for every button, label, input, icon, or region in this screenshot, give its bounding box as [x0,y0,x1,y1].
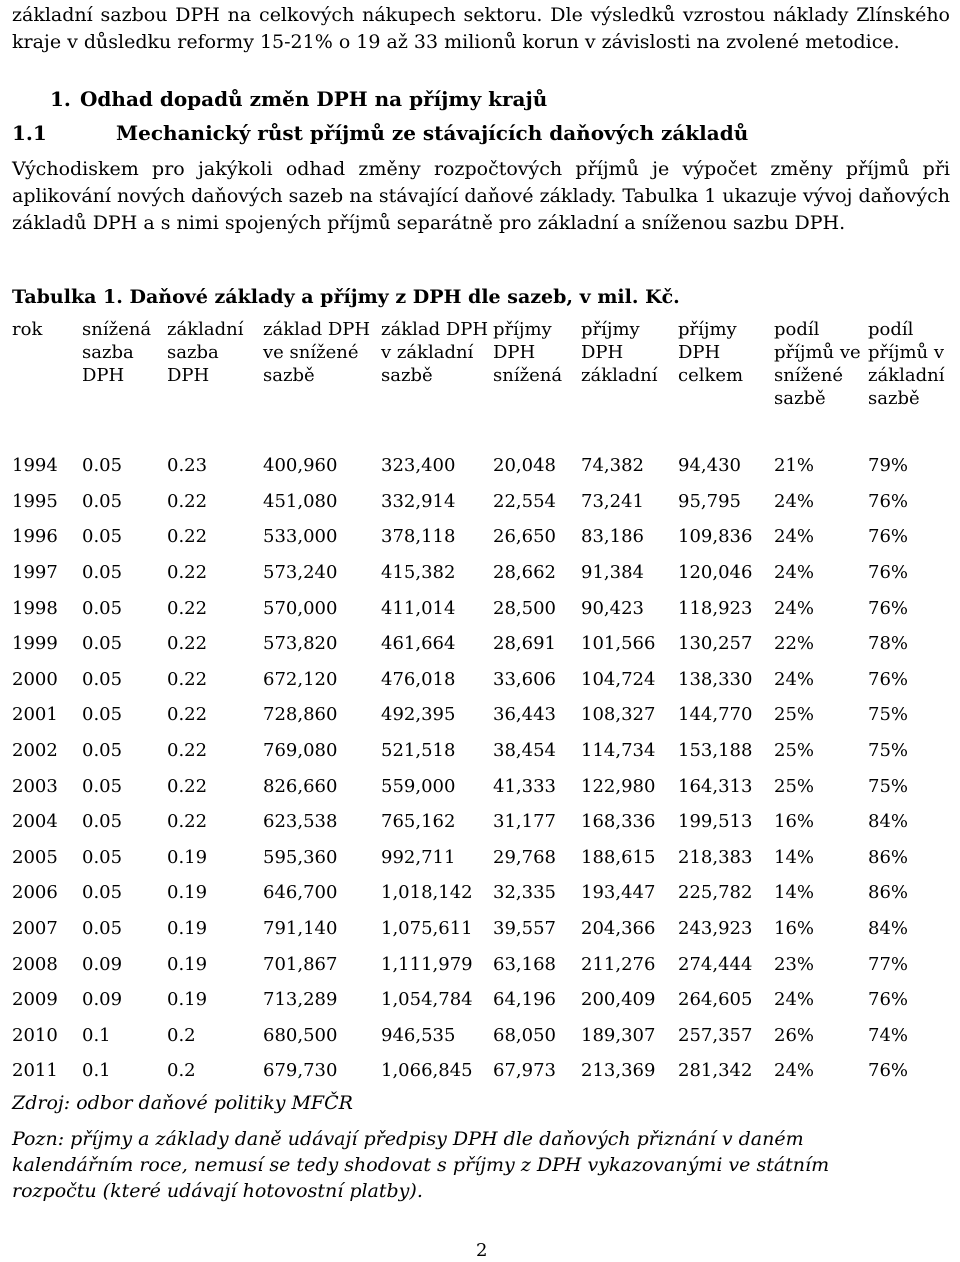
table-cell: 109,836 [678,526,753,548]
table-row [12,484,950,520]
table-cell: 25% [774,740,815,762]
table-cell: 0.1 [82,1060,111,1082]
table-cell: 64,196 [493,989,556,1011]
table-row [12,519,950,555]
table-cell: 199,513 [678,811,753,833]
table-cell: 0.23 [167,455,208,477]
table-cell: 1996 [12,526,58,548]
table-cell: 672,120 [263,668,338,690]
table-cell: 144,770 [678,704,753,726]
header-cell: příjmy DPH snížená [493,319,563,386]
header-cell: základ DPH v základní sazbě [381,319,489,386]
table-cell: 570,000 [263,597,338,619]
table-cell: 90,423 [581,597,644,619]
table-cell: 992,711 [381,846,456,868]
table-cell: 623,538 [263,811,338,833]
header-cell: podíl příjmů v základní sazbě [868,319,945,409]
table-cell: 22,554 [493,490,556,512]
table-cell: 16% [774,811,815,833]
table-cell: 0.05 [82,526,123,548]
table-cell: 76% [868,526,909,548]
table-cell: 0.05 [82,633,123,655]
table-cell: 0.05 [82,775,123,797]
table-cell: 41,333 [493,775,556,797]
table-cell: 25% [774,704,815,726]
table-cell: 0.1 [82,1024,111,1046]
table-cell: 0.05 [82,918,123,940]
table-cell: 0.05 [82,740,123,762]
table-cell: 2003 [12,775,58,797]
table-cell: 701,867 [263,953,338,975]
table-cell: 0.05 [82,668,123,690]
table-cell: 0.05 [82,455,123,477]
table-cell: 24% [774,490,815,512]
subsection-title: Mechanický růst příjmů ze stávajících daňových základů [116,121,749,145]
table-cell: 0.19 [167,989,208,1011]
table-cell: 378,118 [381,526,456,548]
table-cell: 274,444 [678,953,753,975]
header-cell: základ DPH ve snížené sazbě [263,319,371,386]
section-heading-1 [50,86,547,112]
table-cell: 0.05 [82,811,123,833]
table-cell: 20,048 [493,455,556,477]
table-cell: 204,366 [581,918,656,940]
table-cell: 461,664 [381,633,456,655]
table-cell: 76% [868,989,909,1011]
table-cell: 0.22 [167,811,208,833]
table-cell: 0.22 [167,562,208,584]
table-cell: 94,430 [678,455,741,477]
table-cell: 0.05 [82,490,123,512]
table-cell: 0.05 [82,846,123,868]
table-cell: 0.09 [82,953,123,975]
table-cell: 1,075,611 [381,918,473,940]
table-cell: 2000 [12,668,58,690]
table-cell: 0.09 [82,989,123,1011]
table-cell: 188,615 [581,846,656,868]
table-cell: 2006 [12,882,58,904]
table-cell: 23% [774,953,815,975]
table-cell: 0.22 [167,740,208,762]
table-cell: 16% [774,918,815,940]
header-cell: základní sazba DPH [167,319,244,386]
table-cell: 2011 [12,1060,58,1082]
table-cell: 573,240 [263,562,338,584]
table-cell: 2009 [12,989,58,1011]
table-cell: 75% [868,775,909,797]
table-cell: 0.19 [167,882,208,904]
table-cell: 83,186 [581,526,644,548]
table-cell: 826,660 [263,775,338,797]
table-cell: 1,111,979 [381,953,473,975]
table-cell: 415,382 [381,562,456,584]
table-cell: 323,400 [381,455,456,477]
table-cell: 1,054,784 [381,989,473,1011]
body-paragraph: Východiskem pro jakýkoli odhad změny rozpočtových příjmů je výpočet změny příjmů při aplikování nových daňových sazeb na stávající daňové základy. Tabulka 1 ukazuje vývoj daňových základů DPH a s nimi spojených příjmů separátně pro základní a sníženou sazbu DPH. [12,158,950,234]
table-cell: 0.2 [167,1024,196,1046]
table-cell: 14% [774,882,815,904]
table-caption-title: Daňové základy a příjmy z DPH dle sazeb, v mil. Kč. [129,286,680,308]
table-row [12,946,950,982]
table-cell: 24% [774,562,815,584]
table-cell: 75% [868,704,909,726]
table-cell: 257,357 [678,1024,753,1046]
table-cell: 2001 [12,704,58,726]
header-cell: snížená sazba DPH [82,319,152,386]
table-cell: 0.05 [82,882,123,904]
table-cell: 33,606 [493,668,556,690]
table-cell: 75% [868,740,909,762]
table-row [12,662,950,698]
table-cell: 1994 [12,455,58,477]
table-cell: 32,335 [493,882,556,904]
table-cell: 2004 [12,811,58,833]
header-cell: příjmy DPH celkem [678,319,744,386]
table-cell: 24% [774,989,815,1011]
table-cell: 213,369 [581,1060,656,1082]
table-cell: 26,650 [493,526,556,548]
table-cell: 492,395 [381,704,456,726]
table-row [12,733,950,769]
table-row [12,768,950,804]
table-cell: 211,276 [581,953,656,975]
table-header-row [12,318,950,448]
table-caption-label: Tabulka 1. [12,286,123,308]
table-cell: 646,700 [263,882,338,904]
table-cell: 1,066,845 [381,1060,473,1082]
table-cell: 76% [868,597,909,619]
table-cell: 168,336 [581,811,656,833]
table-cell: 2007 [12,918,58,940]
table-cell: 28,662 [493,562,556,584]
table-cell: 595,360 [263,846,338,868]
table-cell: 14% [774,846,815,868]
table-row [12,697,950,733]
table-cell: 946,535 [381,1024,456,1046]
table-cell: 0.22 [167,633,208,655]
table-cell: 411,014 [381,597,456,619]
table-cell: 86% [868,882,909,904]
table-cell: 26% [774,1024,815,1046]
table-cell: 120,046 [678,562,753,584]
table-cell: 2002 [12,740,58,762]
table-cell: 24% [774,668,815,690]
table-cell: 1995 [12,490,58,512]
table-cell: 243,923 [678,918,753,940]
footnote: Pozn: příjmy a základy daně udávají předpisy DPH dle daňových přiznání v daném kalendářním roce, nemusí se tedy shodovat s příjmy z DPH vykazovanými ve státním rozpočtu (které udávají hotovostní platby). [12,1128,830,1202]
table-cell: 0.05 [82,704,123,726]
header-cell: příjmy DPH základní [581,319,658,386]
table-cell: 86% [868,846,909,868]
table-cell: 76% [868,562,909,584]
table-cell: 24% [774,1060,815,1082]
table-cell: 1997 [12,562,58,584]
table-cell: 2010 [12,1024,58,1046]
table-cell: 264,605 [678,989,753,1011]
table-cell: 573,820 [263,633,338,655]
table-cell: 0.22 [167,775,208,797]
table-cell: 0.19 [167,846,208,868]
table-cell: 95,795 [678,490,741,512]
table-cell: 0.22 [167,668,208,690]
table-cell: 76% [868,668,909,690]
table-cell: 76% [868,1060,909,1082]
table-cell: 73,241 [581,490,644,512]
table-row [12,911,950,947]
section-heading-1-1 [12,120,748,146]
table-cell: 153,188 [678,740,753,762]
table-cell: 39,557 [493,918,556,940]
table-caption [12,284,680,310]
table-cell: 2005 [12,846,58,868]
table-cell: 24% [774,597,815,619]
table-cell: 77% [868,953,909,975]
table-cell: 101,566 [581,633,656,655]
table-cell: 0.22 [167,490,208,512]
table-cell: 118,923 [678,597,753,619]
table-cell: 74,382 [581,455,644,477]
table-cell: 91,384 [581,562,644,584]
table-cell: 0.2 [167,1060,196,1082]
table-cell: 765,162 [381,811,456,833]
table-cell: 1999 [12,633,58,655]
intro-paragraph: základní sazbou DPH na celkových nákupech sektoru. Dle výsledků vzrostou náklady Zlínského kraje v důsledku reformy 15-21% o 19 až 33 milionů korun v závislosti na zvolené metodice. [12,4,950,53]
table-cell: 218,383 [678,846,753,868]
table-cell: 164,313 [678,775,753,797]
table-cell: 31,177 [493,811,556,833]
table-cell: 200,409 [581,989,656,1011]
table-row [12,1053,950,1089]
table-cell: 476,018 [381,668,456,690]
vat-table [12,318,950,1089]
table-cell: 2008 [12,953,58,975]
page-number: 2 [476,1240,488,1261]
table-cell: 74% [868,1024,909,1046]
table-row [12,875,950,911]
table-cell: 122,980 [581,775,656,797]
table-cell: 76% [868,490,909,512]
table-row [12,982,950,1018]
table-cell: 451,080 [263,490,338,512]
section-title: Odhad dopadů změn DPH na příjmy krajů [80,87,548,111]
header-cell: rok [12,319,43,340]
table-cell: 130,257 [678,633,753,655]
table-cell: 0.19 [167,918,208,940]
table-cell: 36,443 [493,704,556,726]
table-cell: 21% [774,455,815,477]
table-cell: 0.05 [82,597,123,619]
table-cell: 1998 [12,597,58,619]
table-cell: 332,914 [381,490,456,512]
table-row [12,448,950,484]
table-cell: 713,289 [263,989,338,1011]
table-cell: 0.19 [167,953,208,975]
table-body [12,448,950,1089]
table-cell: 25% [774,775,815,797]
table-cell: 29,768 [493,846,556,868]
table-cell: 28,500 [493,597,556,619]
table-cell: 533,000 [263,526,338,548]
table-cell: 28,691 [493,633,556,655]
subsection-number: 1.1 [12,121,47,145]
table-cell: 193,447 [581,882,656,904]
table-cell: 22% [774,633,815,655]
table-cell: 84% [868,811,909,833]
table-cell: 679,730 [263,1060,338,1082]
table-cell: 38,454 [493,740,556,762]
table-cell: 1,018,142 [381,882,473,904]
table-cell: 63,168 [493,953,556,975]
table-cell: 769,080 [263,740,338,762]
table-cell: 400,960 [263,455,338,477]
table-cell: 79% [868,455,909,477]
table-cell: 0.05 [82,562,123,584]
table-cell: 84% [868,918,909,940]
table-row [12,840,950,876]
source-note: Zdroj: odbor daňové politiky MFČR [12,1092,353,1114]
table-cell: 791,140 [263,918,338,940]
header-cell: podíl příjmů ve snížené sazbě [774,319,861,409]
table-row [12,626,950,662]
table-cell: 521,518 [381,740,456,762]
table-cell: 0.22 [167,526,208,548]
table-cell: 24% [774,526,815,548]
table-cell: 680,500 [263,1024,338,1046]
table-cell: 108,327 [581,704,656,726]
table-cell: 728,860 [263,704,338,726]
table-cell: 138,330 [678,668,753,690]
table-cell: 78% [868,633,909,655]
table-cell: 559,000 [381,775,456,797]
table-cell: 67,973 [493,1060,556,1082]
table-cell: 0.22 [167,704,208,726]
table-cell: 281,342 [678,1060,753,1082]
table-row [12,555,950,591]
table-cell: 0.22 [167,597,208,619]
table-cell: 68,050 [493,1024,556,1046]
section-number: 1. [50,87,71,111]
table-cell: 189,307 [581,1024,656,1046]
table-row [12,804,950,840]
table-row [12,590,950,626]
table-cell: 114,734 [581,740,656,762]
table-cell: 225,782 [678,882,753,904]
table-row [12,1018,950,1054]
table-cell: 104,724 [581,668,656,690]
